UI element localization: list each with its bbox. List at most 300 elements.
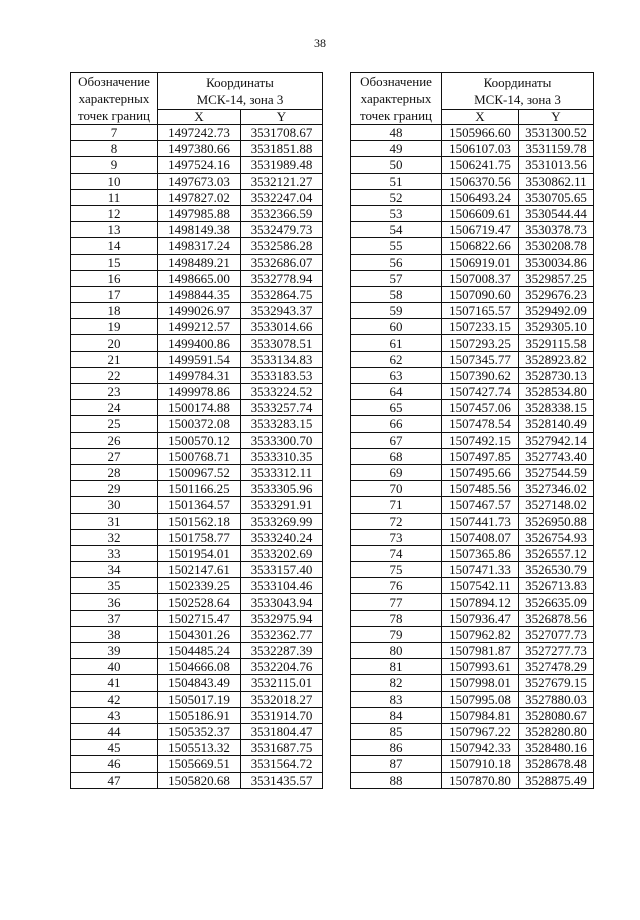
table-row <box>351 319 594 335</box>
y-coordinate-cell: 3527077.73 <box>519 626 594 642</box>
y-coordinate-cell: 3532686.07 <box>241 254 323 270</box>
y-coordinate-cell: 3532943.37 <box>241 303 323 319</box>
table-row <box>351 562 594 578</box>
point-number-cell: 60 <box>351 319 442 335</box>
point-number-cell: 82 <box>351 675 442 691</box>
y-coordinate-cell: 3532366.59 <box>241 205 323 221</box>
y-coordinate-cell: 3526878.56 <box>519 610 594 626</box>
y-coordinate-cell: 3532362.77 <box>241 626 323 642</box>
y-coordinate-cell: 3528140.49 <box>519 416 594 432</box>
table-row <box>71 594 323 610</box>
table-row <box>351 189 594 205</box>
y-coordinate-cell: 3526754.93 <box>519 529 594 545</box>
table-row <box>71 610 323 626</box>
x-coordinate-cell: 1499784.31 <box>158 367 241 383</box>
y-coordinate-cell: 3527544.59 <box>519 464 594 480</box>
point-number-cell: 26 <box>71 432 158 448</box>
point-number-cell: 17 <box>71 286 158 302</box>
table-row <box>71 481 323 497</box>
y-coordinate-cell: 3529115.58 <box>519 335 594 351</box>
table-row <box>71 416 323 432</box>
y-coordinate-cell: 3531300.52 <box>519 125 594 141</box>
table-row <box>71 432 323 448</box>
table-row <box>71 740 323 756</box>
point-number-cell: 79 <box>351 626 442 642</box>
table-header <box>351 73 594 125</box>
table-header <box>71 73 323 125</box>
x-coordinate-cell: 1507936.47 <box>442 610 519 626</box>
point-number-cell: 44 <box>71 723 158 739</box>
table-row <box>351 545 594 561</box>
table-row <box>351 464 594 480</box>
table-row <box>71 222 323 238</box>
y-coordinate-cell: 3529676.23 <box>519 286 594 302</box>
table-row <box>71 562 323 578</box>
y-coordinate-cell: 3532479.73 <box>241 222 323 238</box>
table-row <box>351 303 594 319</box>
y-coordinate-cell: 3530862.11 <box>519 173 594 189</box>
x-coordinate-cell: 1507870.80 <box>442 772 519 788</box>
coordinates-table-left <box>70 72 323 789</box>
point-number-cell: 28 <box>71 464 158 480</box>
y-coordinate-cell: 3528480.16 <box>519 740 594 756</box>
x-coordinate-cell: 1500174.88 <box>158 400 241 416</box>
table-row <box>351 497 594 513</box>
point-number-cell: 20 <box>71 335 158 351</box>
y-coordinate-cell: 3529305.10 <box>519 319 594 335</box>
x-coordinate-cell: 1507165.57 <box>442 303 519 319</box>
x-coordinate-cell: 1502339.25 <box>158 578 241 594</box>
y-coordinate-cell: 3528338.15 <box>519 400 594 416</box>
y-coordinate-cell: 3530544.44 <box>519 205 594 221</box>
point-number-cell: 77 <box>351 594 442 610</box>
x-coordinate-cell: 1507995.08 <box>442 691 519 707</box>
point-number-cell: 87 <box>351 756 442 772</box>
x-coordinate-cell: 1505966.60 <box>442 125 519 141</box>
x-coordinate-cell: 1499591.54 <box>158 351 241 367</box>
point-number-cell: 69 <box>351 464 442 480</box>
x-coordinate-cell: 1506822.66 <box>442 238 519 254</box>
table-row <box>71 691 323 707</box>
x-coordinate-cell: 1497524.16 <box>158 157 241 173</box>
x-coordinate-cell: 1507993.61 <box>442 659 519 675</box>
x-coordinate-cell: 1499026.97 <box>158 303 241 319</box>
table-row <box>71 529 323 545</box>
y-coordinate-cell: 3527346.02 <box>519 481 594 497</box>
point-number-cell: 41 <box>71 675 158 691</box>
x-coordinate-cell: 1507457.06 <box>442 400 519 416</box>
x-coordinate-cell: 1507967.22 <box>442 723 519 739</box>
table-row <box>71 367 323 383</box>
table-row <box>71 400 323 416</box>
point-number-cell: 24 <box>71 400 158 416</box>
point-number-cell: 70 <box>351 481 442 497</box>
x-coordinate-cell: 1504843.49 <box>158 675 241 691</box>
x-coordinate-cell: 1507345.77 <box>442 351 519 367</box>
x-coordinate-cell: 1507233.15 <box>442 319 519 335</box>
table-row <box>71 319 323 335</box>
table-row <box>351 270 594 286</box>
table-row <box>71 723 323 739</box>
header-point-label: Обозначение характерных точек границ <box>71 73 158 125</box>
y-coordinate-cell: 3531013.56 <box>519 157 594 173</box>
y-coordinate-cell: 3533291.91 <box>241 497 323 513</box>
table-row <box>351 125 594 141</box>
x-coordinate-cell: 1507471.33 <box>442 562 519 578</box>
table-row <box>351 432 594 448</box>
table-row <box>351 416 594 432</box>
y-coordinate-cell: 3532778.94 <box>241 270 323 286</box>
table-row <box>71 335 323 351</box>
y-coordinate-cell: 3531708.67 <box>241 125 323 141</box>
x-coordinate-cell: 1499212.57 <box>158 319 241 335</box>
point-number-cell: 35 <box>71 578 158 594</box>
table-row <box>71 497 323 513</box>
header-y: Y <box>519 110 594 125</box>
point-number-cell: 64 <box>351 384 442 400</box>
x-coordinate-cell: 1506241.75 <box>442 157 519 173</box>
y-coordinate-cell: 3530705.65 <box>519 189 594 205</box>
table-row <box>351 286 594 302</box>
point-number-cell: 27 <box>71 448 158 464</box>
point-number-cell: 12 <box>71 205 158 221</box>
point-number-cell: 30 <box>71 497 158 513</box>
header-y: Y <box>241 110 323 125</box>
point-number-cell: 7 <box>71 125 158 141</box>
y-coordinate-cell: 3531687.75 <box>241 740 323 756</box>
table-row <box>71 659 323 675</box>
table-row <box>351 691 594 707</box>
table-row <box>351 659 594 675</box>
x-coordinate-cell: 1506609.61 <box>442 205 519 221</box>
point-number-cell: 48 <box>351 125 442 141</box>
x-coordinate-cell: 1504666.08 <box>158 659 241 675</box>
y-coordinate-cell: 3532586.28 <box>241 238 323 254</box>
header-coordinates: Координаты МСК-14, зона 3 <box>158 73 323 110</box>
table-row <box>71 675 323 691</box>
point-number-cell: 71 <box>351 497 442 513</box>
table-row <box>351 141 594 157</box>
point-number-cell: 55 <box>351 238 442 254</box>
table-row <box>71 157 323 173</box>
x-coordinate-cell: 1505017.19 <box>158 691 241 707</box>
point-number-cell: 38 <box>71 626 158 642</box>
y-coordinate-cell: 3533183.53 <box>241 367 323 383</box>
x-coordinate-cell: 1507008.37 <box>442 270 519 286</box>
table-row <box>71 303 323 319</box>
y-coordinate-cell: 3526950.88 <box>519 513 594 529</box>
x-coordinate-cell: 1507408.07 <box>442 529 519 545</box>
x-coordinate-cell: 1506107.03 <box>442 141 519 157</box>
point-number-cell: 21 <box>71 351 158 367</box>
x-coordinate-cell: 1507427.74 <box>442 384 519 400</box>
x-coordinate-cell: 1501562.18 <box>158 513 241 529</box>
x-coordinate-cell: 1501758.77 <box>158 529 241 545</box>
point-number-cell: 68 <box>351 448 442 464</box>
header-x: X <box>158 110 241 125</box>
point-number-cell: 23 <box>71 384 158 400</box>
x-coordinate-cell: 1500570.12 <box>158 432 241 448</box>
table-row <box>351 740 594 756</box>
y-coordinate-cell: 3533014.66 <box>241 319 323 335</box>
table-row <box>71 772 323 788</box>
y-coordinate-cell: 3527880.03 <box>519 691 594 707</box>
point-number-cell: 75 <box>351 562 442 578</box>
x-coordinate-cell: 1500768.71 <box>158 448 241 464</box>
x-coordinate-cell: 1507962.82 <box>442 626 519 642</box>
table-row <box>351 448 594 464</box>
point-number-cell: 66 <box>351 416 442 432</box>
y-coordinate-cell: 3531989.48 <box>241 157 323 173</box>
y-coordinate-cell: 3533104.46 <box>241 578 323 594</box>
table-row <box>71 545 323 561</box>
table-row <box>71 756 323 772</box>
point-number-cell: 33 <box>71 545 158 561</box>
x-coordinate-cell: 1498665.00 <box>158 270 241 286</box>
table-row <box>351 594 594 610</box>
point-number-cell: 9 <box>71 157 158 173</box>
point-number-cell: 36 <box>71 594 158 610</box>
x-coordinate-cell: 1507365.86 <box>442 545 519 561</box>
x-coordinate-cell: 1507942.33 <box>442 740 519 756</box>
y-coordinate-cell: 3527942.14 <box>519 432 594 448</box>
table-row <box>351 707 594 723</box>
table-row <box>71 513 323 529</box>
x-coordinate-cell: 1502715.47 <box>158 610 241 626</box>
x-coordinate-cell: 1506719.47 <box>442 222 519 238</box>
table-row <box>71 707 323 723</box>
table-row <box>351 513 594 529</box>
y-coordinate-cell: 3530378.73 <box>519 222 594 238</box>
point-number-cell: 58 <box>351 286 442 302</box>
y-coordinate-cell: 3526713.83 <box>519 578 594 594</box>
y-coordinate-cell: 3526635.09 <box>519 594 594 610</box>
x-coordinate-cell: 1507998.01 <box>442 675 519 691</box>
x-coordinate-cell: 1498317.24 <box>158 238 241 254</box>
point-number-cell: 13 <box>71 222 158 238</box>
y-coordinate-cell: 3527679.15 <box>519 675 594 691</box>
point-number-cell: 19 <box>71 319 158 335</box>
y-coordinate-cell: 3533043.94 <box>241 594 323 610</box>
y-coordinate-cell: 3532247.04 <box>241 189 323 205</box>
point-number-cell: 67 <box>351 432 442 448</box>
point-number-cell: 56 <box>351 254 442 270</box>
x-coordinate-cell: 1507478.54 <box>442 416 519 432</box>
x-coordinate-cell: 1501954.01 <box>158 545 241 561</box>
y-coordinate-cell: 3529492.09 <box>519 303 594 319</box>
point-number-cell: 84 <box>351 707 442 723</box>
y-coordinate-cell: 3533305.96 <box>241 481 323 497</box>
table-row <box>351 723 594 739</box>
y-coordinate-cell: 3532018.27 <box>241 691 323 707</box>
x-coordinate-cell: 1507492.15 <box>442 432 519 448</box>
x-coordinate-cell: 1498149.38 <box>158 222 241 238</box>
x-coordinate-cell: 1505352.37 <box>158 723 241 739</box>
point-number-cell: 83 <box>351 691 442 707</box>
table-row <box>351 367 594 383</box>
y-coordinate-cell: 3532121.27 <box>241 173 323 189</box>
table-row <box>71 189 323 205</box>
table-row <box>351 400 594 416</box>
point-number-cell: 72 <box>351 513 442 529</box>
point-number-cell: 63 <box>351 367 442 383</box>
table-row <box>71 270 323 286</box>
table-row <box>351 610 594 626</box>
point-number-cell: 11 <box>71 189 158 205</box>
table-row <box>351 351 594 367</box>
x-coordinate-cell: 1507542.11 <box>442 578 519 594</box>
table-row <box>351 756 594 772</box>
table-row <box>351 529 594 545</box>
x-coordinate-cell: 1498489.21 <box>158 254 241 270</box>
table-row <box>71 238 323 254</box>
table-row <box>351 384 594 400</box>
point-number-cell: 18 <box>71 303 158 319</box>
table-row <box>351 222 594 238</box>
table-row <box>351 335 594 351</box>
x-coordinate-cell: 1505669.51 <box>158 756 241 772</box>
table-row <box>351 238 594 254</box>
y-coordinate-cell: 3526530.79 <box>519 562 594 578</box>
y-coordinate-cell: 3528730.13 <box>519 367 594 383</box>
x-coordinate-cell: 1507293.25 <box>442 335 519 351</box>
y-coordinate-cell: 3532975.94 <box>241 610 323 626</box>
table-row <box>351 772 594 788</box>
table-row <box>351 254 594 270</box>
x-coordinate-cell: 1506370.56 <box>442 173 519 189</box>
table-row <box>71 626 323 642</box>
y-coordinate-cell: 3531435.57 <box>241 772 323 788</box>
table-row <box>351 205 594 221</box>
y-coordinate-cell: 3532115.01 <box>241 675 323 691</box>
table-row <box>71 125 323 141</box>
y-coordinate-cell: 3533283.15 <box>241 416 323 432</box>
x-coordinate-cell: 1501364.57 <box>158 497 241 513</box>
table-row <box>71 141 323 157</box>
table-row <box>351 481 594 497</box>
y-coordinate-cell: 3533202.69 <box>241 545 323 561</box>
y-coordinate-cell: 3531564.72 <box>241 756 323 772</box>
point-number-cell: 46 <box>71 756 158 772</box>
y-coordinate-cell: 3528280.80 <box>519 723 594 739</box>
point-number-cell: 81 <box>351 659 442 675</box>
x-coordinate-cell: 1498844.35 <box>158 286 241 302</box>
point-number-cell: 61 <box>351 335 442 351</box>
y-coordinate-cell: 3533134.83 <box>241 351 323 367</box>
y-coordinate-cell: 3529857.25 <box>519 270 594 286</box>
point-number-cell: 47 <box>71 772 158 788</box>
table-row <box>351 157 594 173</box>
x-coordinate-cell: 1507090.60 <box>442 286 519 302</box>
point-number-cell: 8 <box>71 141 158 157</box>
x-coordinate-cell: 1507390.62 <box>442 367 519 383</box>
y-coordinate-cell: 3528875.49 <box>519 772 594 788</box>
y-coordinate-cell: 3533257.74 <box>241 400 323 416</box>
x-coordinate-cell: 1506493.24 <box>442 189 519 205</box>
y-coordinate-cell: 3528534.80 <box>519 384 594 400</box>
x-coordinate-cell: 1502528.64 <box>158 594 241 610</box>
x-coordinate-cell: 1505513.32 <box>158 740 241 756</box>
point-number-cell: 62 <box>351 351 442 367</box>
point-number-cell: 65 <box>351 400 442 416</box>
point-number-cell: 42 <box>71 691 158 707</box>
y-coordinate-cell: 3532204.76 <box>241 659 323 675</box>
x-coordinate-cell: 1497827.02 <box>158 189 241 205</box>
x-coordinate-cell: 1500967.52 <box>158 464 241 480</box>
table-row <box>71 205 323 221</box>
table-row <box>351 578 594 594</box>
point-number-cell: 43 <box>71 707 158 723</box>
y-coordinate-cell: 3532864.75 <box>241 286 323 302</box>
y-coordinate-cell: 3530208.78 <box>519 238 594 254</box>
point-number-cell: 22 <box>71 367 158 383</box>
table-row <box>351 643 594 659</box>
page-number: 38 <box>314 36 326 50</box>
x-coordinate-cell: 1499400.86 <box>158 335 241 351</box>
y-coordinate-cell: 3533300.70 <box>241 432 323 448</box>
point-number-cell: 57 <box>351 270 442 286</box>
table-row <box>71 173 323 189</box>
point-number-cell: 45 <box>71 740 158 756</box>
x-coordinate-cell: 1507467.57 <box>442 497 519 513</box>
point-number-cell: 52 <box>351 189 442 205</box>
x-coordinate-cell: 1504301.26 <box>158 626 241 642</box>
x-coordinate-cell: 1502147.61 <box>158 562 241 578</box>
point-number-cell: 76 <box>351 578 442 594</box>
point-number-cell: 37 <box>71 610 158 626</box>
x-coordinate-cell: 1506919.01 <box>442 254 519 270</box>
x-coordinate-cell: 1507495.66 <box>442 464 519 480</box>
x-coordinate-cell: 1505820.68 <box>158 772 241 788</box>
x-coordinate-cell: 1504485.24 <box>158 643 241 659</box>
point-number-cell: 88 <box>351 772 442 788</box>
y-coordinate-cell: 3533157.40 <box>241 562 323 578</box>
table-row <box>71 351 323 367</box>
point-number-cell: 34 <box>71 562 158 578</box>
x-coordinate-cell: 1507485.56 <box>442 481 519 497</box>
point-number-cell: 32 <box>71 529 158 545</box>
x-coordinate-cell: 1501166.25 <box>158 481 241 497</box>
header-coordinates: Координаты МСК-14, зона 3 <box>442 73 594 110</box>
point-number-cell: 51 <box>351 173 442 189</box>
y-coordinate-cell: 3531159.78 <box>519 141 594 157</box>
table-row <box>351 626 594 642</box>
point-number-cell: 53 <box>351 205 442 221</box>
y-coordinate-cell: 3533269.99 <box>241 513 323 529</box>
table-row <box>71 643 323 659</box>
header-point-label: Обозначение характерных точек границ <box>351 73 442 125</box>
point-number-cell: 54 <box>351 222 442 238</box>
y-coordinate-cell: 3533240.24 <box>241 529 323 545</box>
x-coordinate-cell: 1497985.88 <box>158 205 241 221</box>
point-number-cell: 31 <box>71 513 158 529</box>
x-coordinate-cell: 1497380.66 <box>158 141 241 157</box>
y-coordinate-cell: 3528678.48 <box>519 756 594 772</box>
point-number-cell: 10 <box>71 173 158 189</box>
table-row <box>351 173 594 189</box>
x-coordinate-cell: 1507910.18 <box>442 756 519 772</box>
table-row <box>71 254 323 270</box>
point-number-cell: 49 <box>351 141 442 157</box>
y-coordinate-cell: 3527277.73 <box>519 643 594 659</box>
point-number-cell: 40 <box>71 659 158 675</box>
table-row <box>71 448 323 464</box>
y-coordinate-cell: 3531851.88 <box>241 141 323 157</box>
x-coordinate-cell: 1507894.12 <box>442 594 519 610</box>
header-x: X <box>442 110 519 125</box>
point-number-cell: 29 <box>71 481 158 497</box>
point-number-cell: 14 <box>71 238 158 254</box>
